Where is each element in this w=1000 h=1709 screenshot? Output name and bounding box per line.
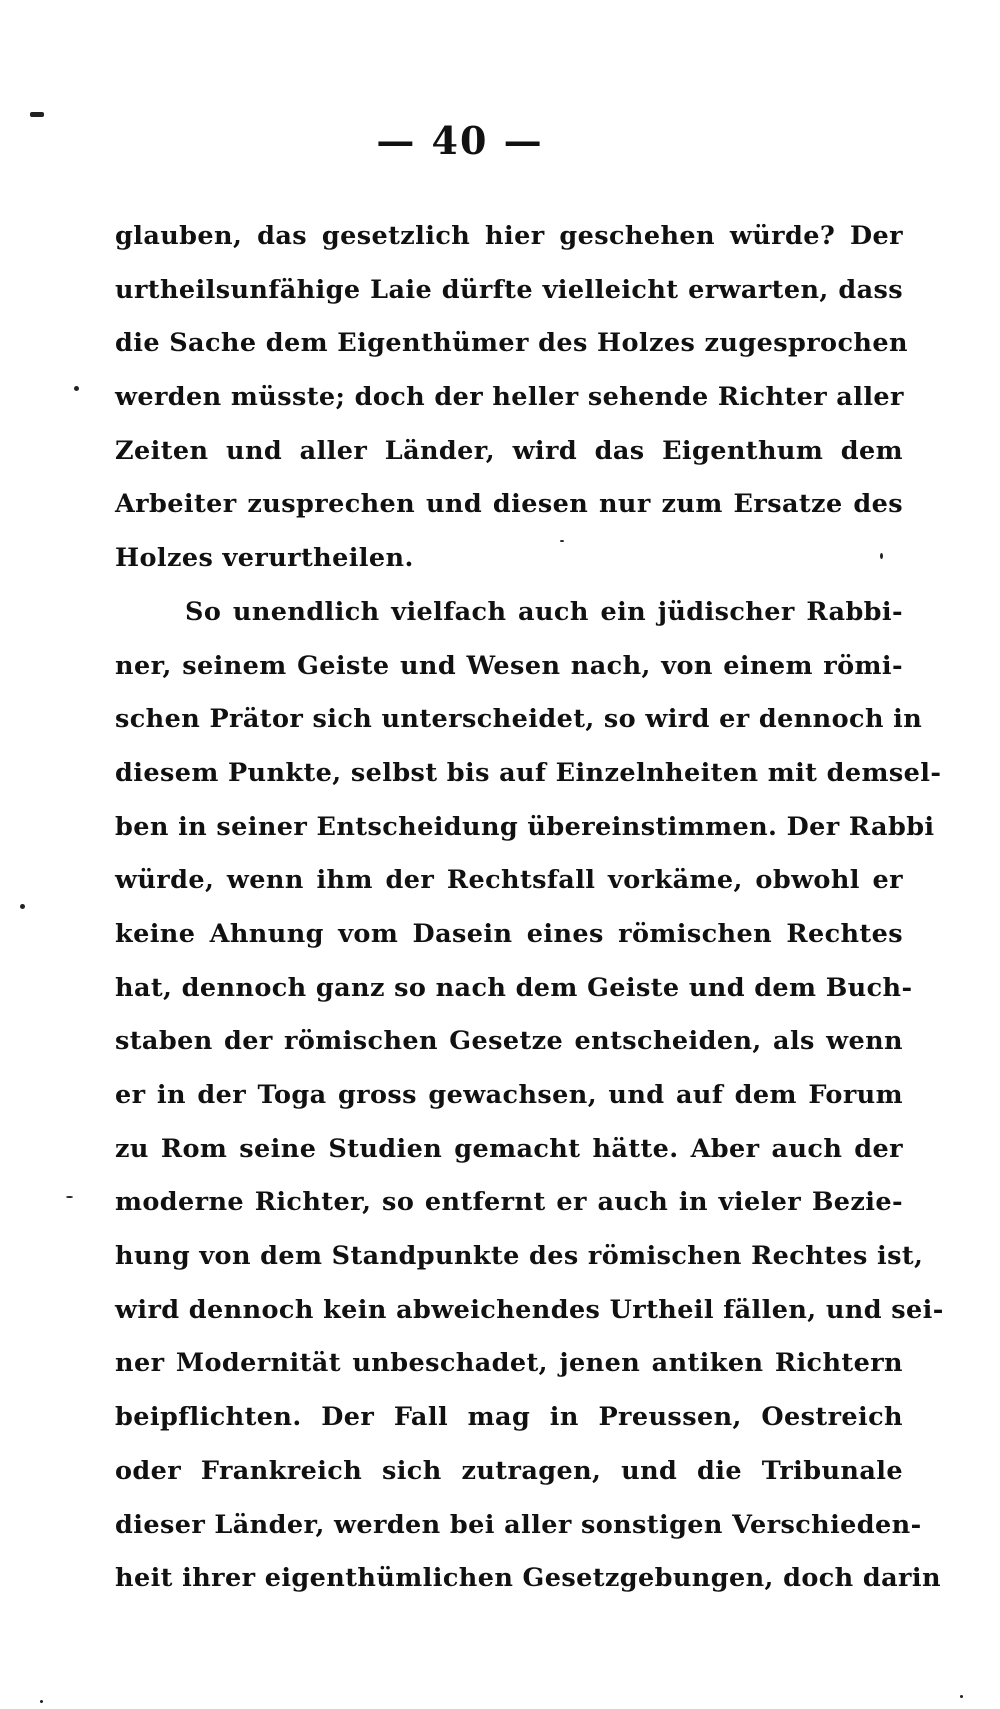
text-line: beipflichten. Der Fall mag in Preussen, Oestreich <box>115 1402 903 1433</box>
text-line: zu Rom seine Studien gemacht hätte. Aber auch der <box>115 1133 903 1164</box>
scan-speck <box>40 1700 43 1703</box>
text-line: heit ihrer eigenthümlichen Gesetzgebungen, doch darin <box>115 1563 941 1594</box>
text-line: diesem Punkte, selbst bis auf Einzelnheiten mit demsel- <box>115 757 942 788</box>
text-line: werden müsste; doch der heller sehende Richter aller <box>115 382 904 413</box>
text-line: wird dennoch kein abweichendes Urtheil fällen, und sei- <box>115 1294 944 1325</box>
text-line: moderne Richter, so entfernt er auch in vieler Bezie- <box>115 1187 903 1218</box>
text-line: oder Frankreich sich zutragen, und die Tribunale <box>115 1455 903 1486</box>
text-line: hung von dem Standpunkte des römischen Rechtes ist, <box>115 1241 924 1272</box>
text-line: keine Ahnung vom Dasein eines römischen Rechtes <box>115 918 903 949</box>
scan-speck <box>30 112 44 117</box>
text-line: Zeiten und aller Länder, wird das Eigenthum dem <box>115 435 903 466</box>
text-line: Arbeiter zusprechen und diesen nur zum Ersatze des <box>115 489 903 520</box>
scan-speck <box>960 1695 963 1698</box>
text-line: schen Prätor sich unterscheidet, so wird er dennoch in <box>115 704 923 735</box>
text-line-paragraph-start: So unendlich vielfach auch ein jüdischer Rabbi- <box>185 596 903 627</box>
text-line: urtheilsunfähige Laie dürfte vielleicht erwarten, dass <box>115 274 903 305</box>
text-line: er in der Toga gross gewachsen, und auf dem Forum <box>115 1080 903 1110</box>
text-line: ben in seiner Entscheidung übereinstimmen. Der Rabbi <box>115 811 935 842</box>
page-number-header: — 40 — <box>376 118 544 163</box>
text-line: ner, seinem Geiste und Wesen nach, von einem römi- <box>115 650 903 681</box>
text-line: dieser Länder, werden bei aller sonstigen Verschieden- <box>115 1509 922 1540</box>
body-text <box>115 210 944 1606</box>
scan-speck <box>560 540 564 542</box>
scan-speck <box>880 553 883 559</box>
text-line: staben der römischen Gesetze entscheiden, als wenn <box>115 1026 903 1057</box>
text-line: hat, dennoch ganz so nach dem Geiste und dem Buch- <box>115 972 913 1003</box>
text-line: die Sache dem Eigenthümer des Holzes zugesprochen <box>115 328 908 359</box>
text-line: würde, wenn ihm der Rechtsfall vorkäme, obwohl er <box>115 865 903 896</box>
scan-speck <box>20 904 25 909</box>
scan-speck <box>66 1196 73 1198</box>
scan-speck <box>74 386 79 391</box>
text-line-paragraph-end: Holzes verurtheilen. <box>115 543 414 574</box>
text-line: ner Modernität unbeschadet, jenen antiken Richtern <box>115 1348 903 1379</box>
text-line: glauben, das gesetzlich hier geschehen würde? Der <box>115 221 903 251</box>
